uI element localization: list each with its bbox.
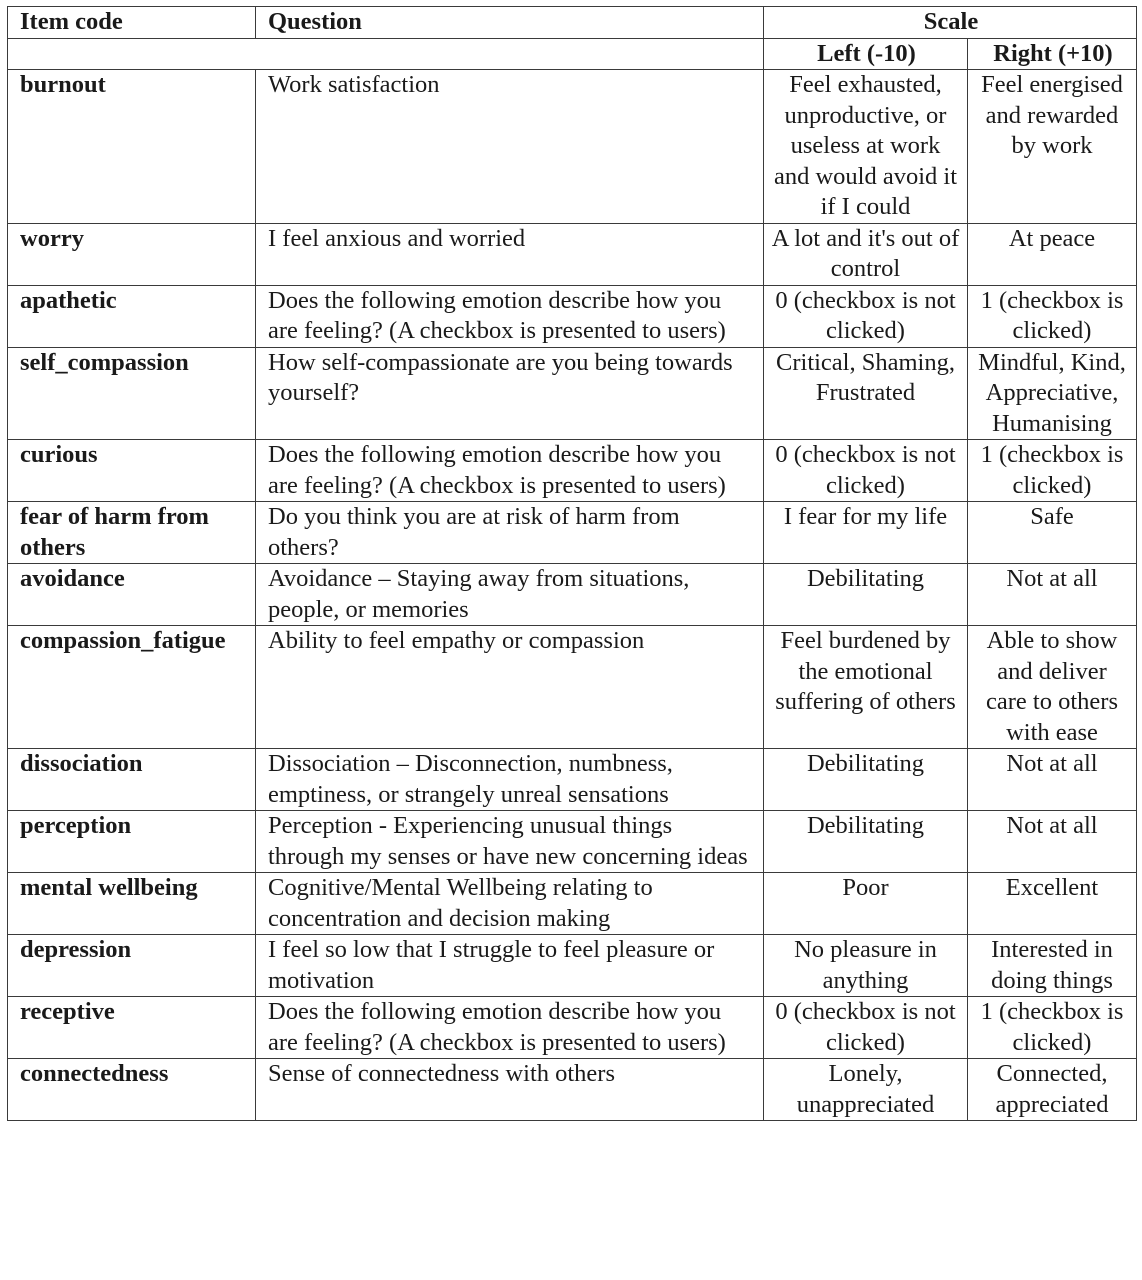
header-left: Left (-10) — [764, 38, 968, 70]
scale-left-cell: Feel burdened by the emotional suffering of others — [764, 626, 968, 749]
table-row — [8, 626, 1137, 749]
question-cell: I feel so low that I struggle to feel pleasure or motivation — [256, 935, 764, 997]
scale-left-cell: Lonely, unappreciated — [764, 1059, 968, 1121]
table-row — [8, 1059, 1137, 1121]
scale-right-cell: Not at all — [968, 749, 1137, 811]
scale-right-cell: Not at all — [968, 811, 1137, 873]
question-cell: Avoidance – Staying away from situations, people, or memories — [256, 564, 764, 626]
subheader-row — [8, 38, 1137, 70]
question-cell: Ability to feel empathy or compassion — [256, 626, 764, 749]
table-row — [8, 502, 1137, 564]
scale-right-cell: Connected, appreciated — [968, 1059, 1137, 1121]
question-cell: Perception - Experiencing unusual things through my senses or have new concerning ideas — [256, 811, 764, 873]
table-row — [8, 811, 1137, 873]
scale-right-cell: Able to show and deliver care to others with ease — [968, 626, 1137, 749]
scale-right-cell: Excellent — [968, 873, 1137, 935]
question-cell: Work satisfaction — [256, 70, 764, 224]
item-code-cell: dissociation — [8, 749, 256, 811]
question-cell: How self-compassionate are you being towards yourself? — [256, 347, 764, 440]
item-code-cell: apathetic — [8, 285, 256, 347]
scale-right-cell: Feel energised and rewarded by work — [968, 70, 1137, 224]
scale-right-cell: Not at all — [968, 564, 1137, 626]
scale-left-cell: No pleasure in anything — [764, 935, 968, 997]
table-row — [8, 564, 1137, 626]
item-code-cell: compassion_fatigue — [8, 626, 256, 749]
table-row — [8, 749, 1137, 811]
item-code-cell: avoidance — [8, 564, 256, 626]
question-cell: Cognitive/Mental Wellbeing relating to concentration and decision making — [256, 873, 764, 935]
scale-left-cell: Debilitating — [764, 749, 968, 811]
scale-left-cell: 0 (checkbox is not clicked) — [764, 997, 968, 1059]
item-code-cell: receptive — [8, 997, 256, 1059]
item-code-cell: self_compassion — [8, 347, 256, 440]
question-cell: Do you think you are at risk of harm from others? — [256, 502, 764, 564]
table-row — [8, 223, 1137, 285]
scale-left-cell: A lot and it's out of control — [764, 223, 968, 285]
scale-left-cell: Debilitating — [764, 564, 968, 626]
scale-left-cell: Feel exhausted, unproductive, or useless at work and would avoid it if I could — [764, 70, 968, 224]
table-row — [8, 935, 1137, 997]
scale-right-cell: 1 (checkbox is clicked) — [968, 997, 1137, 1059]
question-cell: Sense of connectedness with others — [256, 1059, 764, 1121]
table-row — [8, 347, 1137, 440]
item-code-cell: burnout — [8, 70, 256, 224]
scale-left-cell: Poor — [764, 873, 968, 935]
scale-right-cell: Safe — [968, 502, 1137, 564]
header-scale: Scale — [764, 7, 1137, 39]
subheader-blank — [8, 38, 764, 70]
item-code-cell: connectedness — [8, 1059, 256, 1121]
item-code-cell: mental wellbeing — [8, 873, 256, 935]
header-right: Right (+10) — [968, 38, 1137, 70]
scale-right-cell: At peace — [968, 223, 1137, 285]
header-row — [8, 7, 1137, 39]
scale-left-cell: 0 (checkbox is not clicked) — [764, 285, 968, 347]
item-code-cell: depression — [8, 935, 256, 997]
table-row — [8, 997, 1137, 1059]
scale-left-cell: Debilitating — [764, 811, 968, 873]
scale-right-cell: 1 (checkbox is clicked) — [968, 285, 1137, 347]
item-code-cell: perception — [8, 811, 256, 873]
scale-right-cell: Mindful, Kind, Appreciative, Humanising — [968, 347, 1137, 440]
table-row — [8, 285, 1137, 347]
item-table — [7, 6, 1137, 1121]
question-cell: Does the following emotion describe how you are feeling? (A checkbox is presented to users) — [256, 440, 764, 502]
question-cell: Does the following emotion describe how you are feeling? (A checkbox is presented to users) — [256, 997, 764, 1059]
scale-right-cell: 1 (checkbox is clicked) — [968, 440, 1137, 502]
question-cell: Does the following emotion describe how you are feeling? (A checkbox is presented to users) — [256, 285, 764, 347]
item-code-cell: worry — [8, 223, 256, 285]
item-code-cell: fear of harm from others — [8, 502, 256, 564]
question-cell: I feel anxious and worried — [256, 223, 764, 285]
header-item-code: Item code — [8, 7, 256, 39]
table-row — [8, 440, 1137, 502]
scale-left-cell: I fear for my life — [764, 502, 968, 564]
question-cell: Dissociation – Disconnection, numbness, emptiness, or strangely unreal sensations — [256, 749, 764, 811]
scale-right-cell: Interested in doing things — [968, 935, 1137, 997]
table-row — [8, 873, 1137, 935]
header-question: Question — [256, 7, 764, 39]
scale-left-cell: Critical, Shaming, Frustrated — [764, 347, 968, 440]
table-row — [8, 70, 1137, 224]
scale-left-cell: 0 (checkbox is not clicked) — [764, 440, 968, 502]
item-code-cell: curious — [8, 440, 256, 502]
